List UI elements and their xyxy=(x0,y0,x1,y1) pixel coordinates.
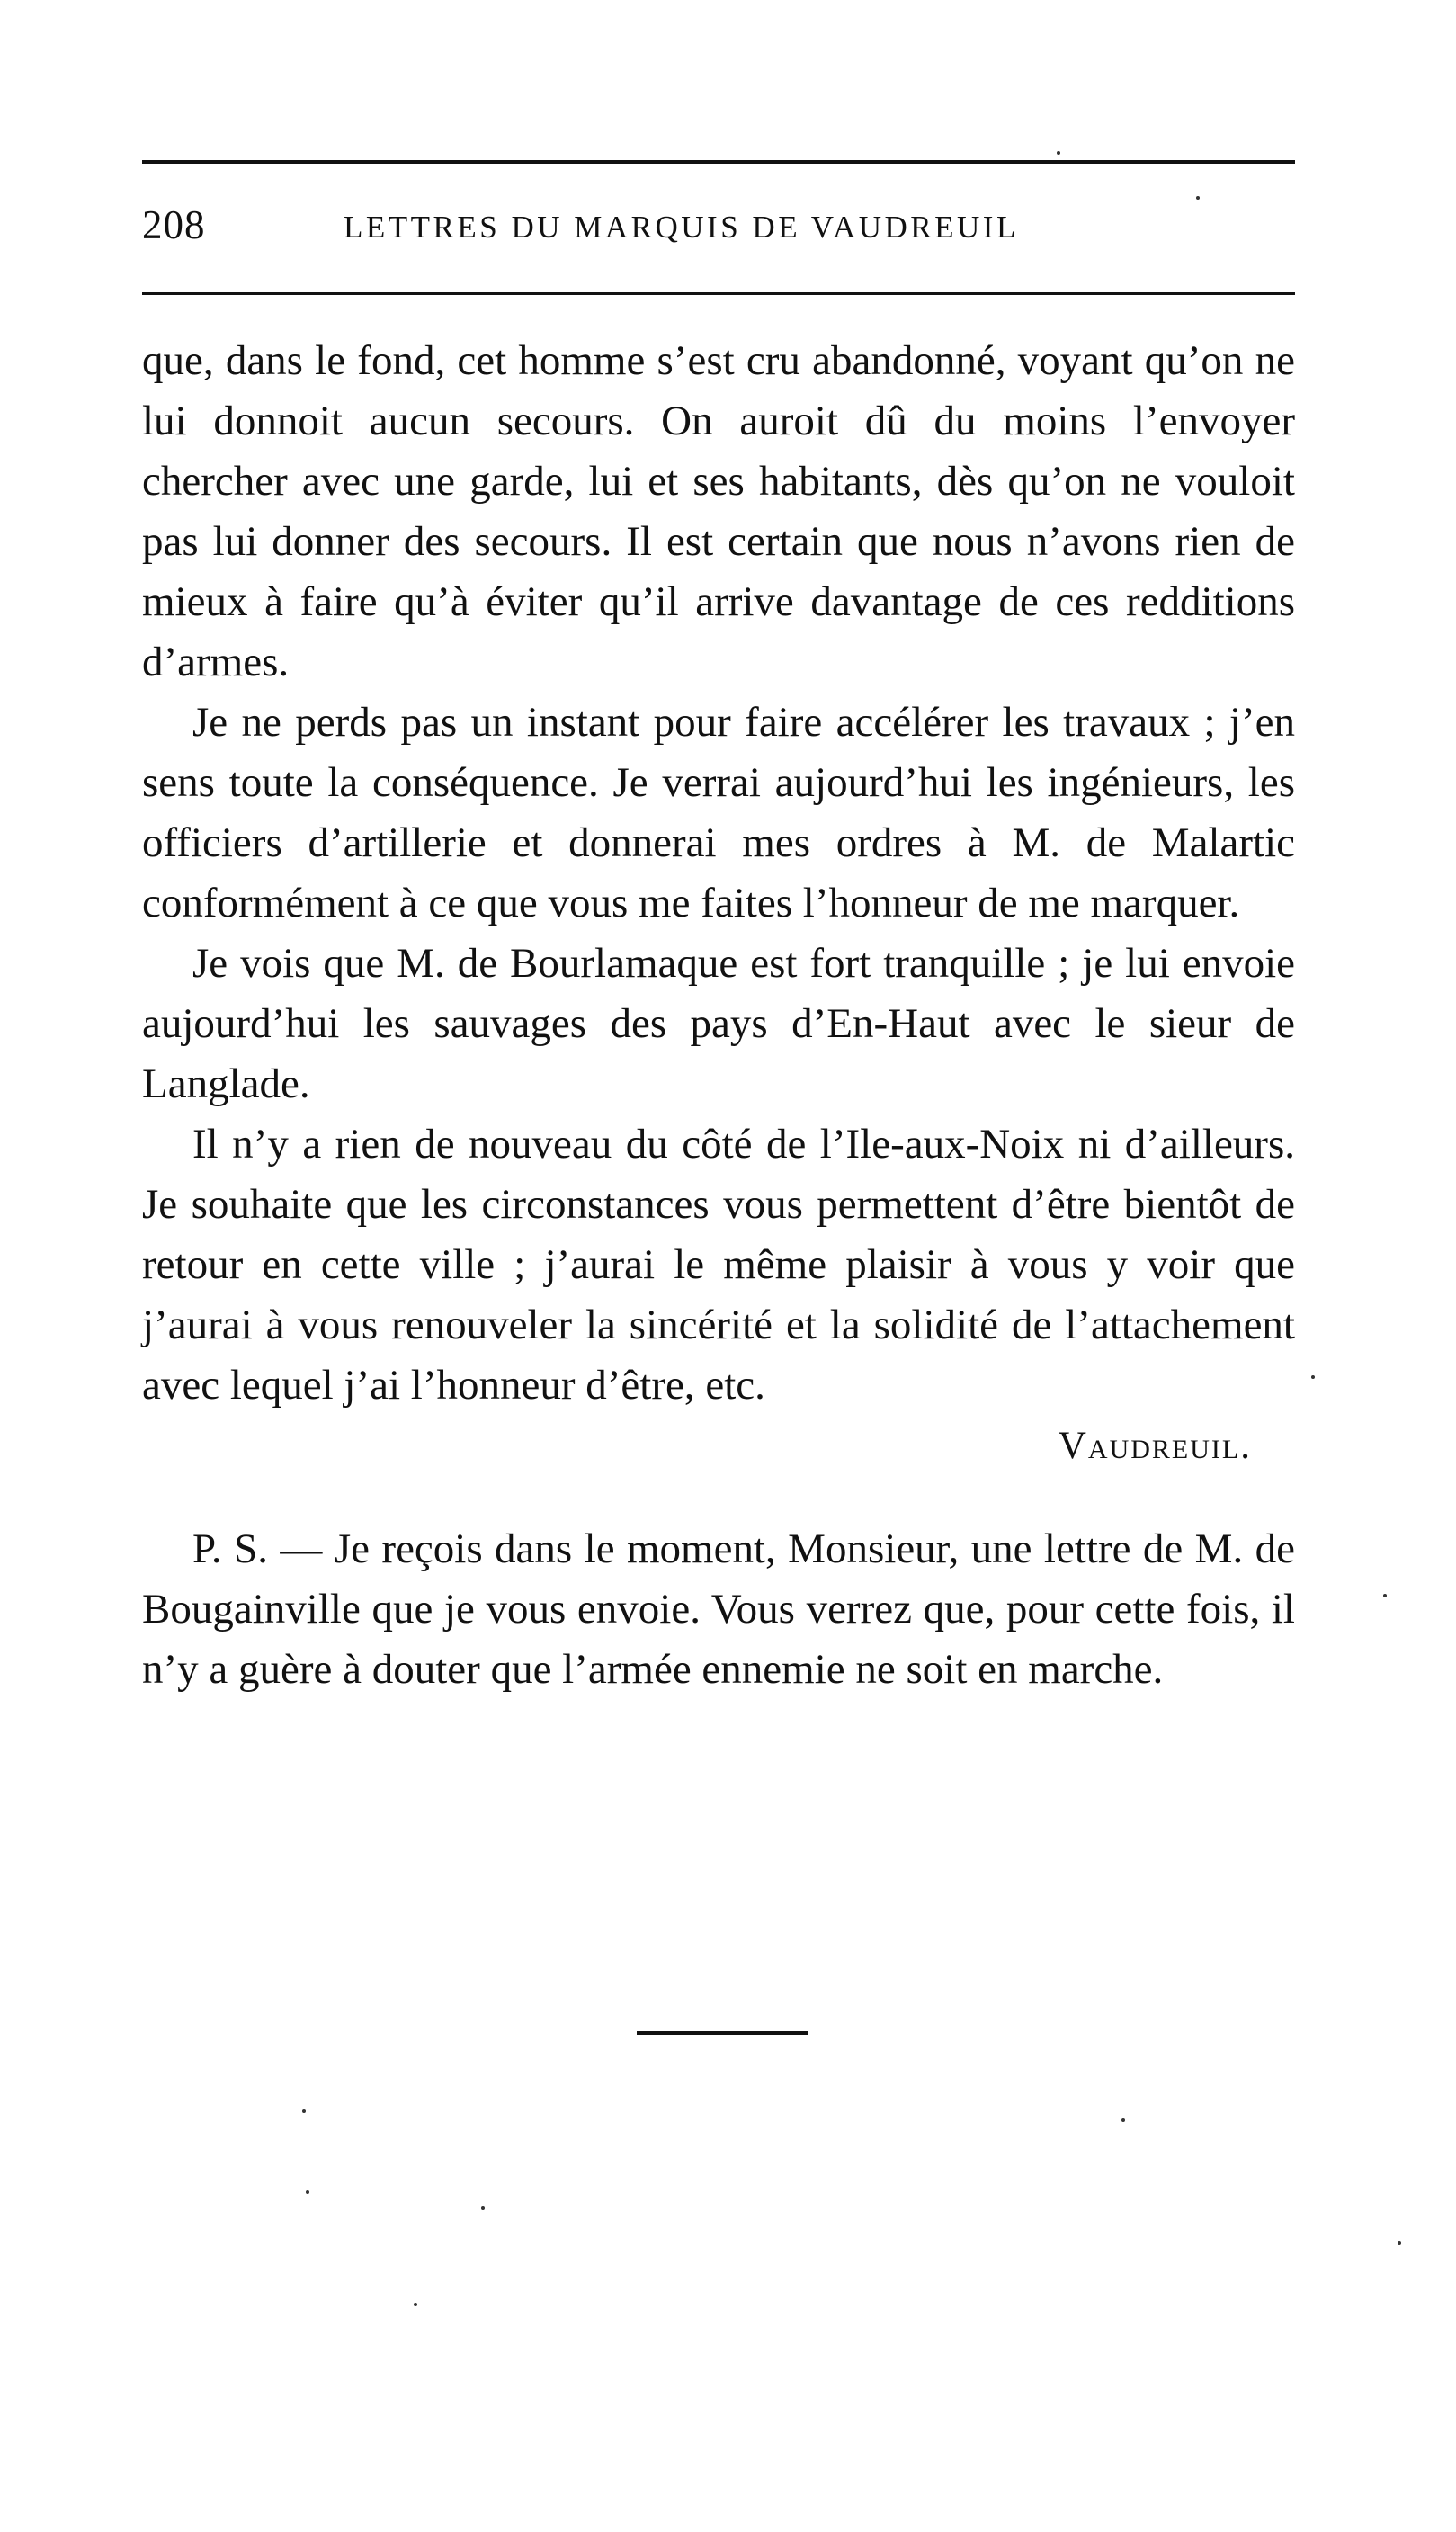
paragraph-continuation: que, dans le fond, cet homme s’est cru abandonné, voyant qu’on ne lui donnoit aucun secours. On auroit dû du moins l’envoyer chercher avec une garde, lui et ses habitants, dès qu’on ne vouloit pas lui donner des secours. Il est certain que nous n’avons rien de mieux à faire qu’à éviter qu’il arrive davantage de ces redditions d’armes. xyxy=(142,337,1295,685)
header-top-rule xyxy=(142,160,1295,164)
letter-body xyxy=(142,331,1295,1700)
paper-speck xyxy=(1311,1375,1315,1379)
end-rule xyxy=(637,2031,808,2035)
paper-speck xyxy=(1383,1594,1387,1597)
paragraph-closing: Il n’y a rien de nouveau du côté de l’Ile-aux-Noix ni d’ailleurs. Je souhaite que les circonstances vous permettent d’être bientôt de retour en cette ville ; j’aurai le même plaisir à vous y voir que j’aurai à vous renouveler la sincérité et la solidité de l’attachement avec lequel j’ai l’honneur d’être, etc. xyxy=(142,1121,1295,1409)
page-number: 208 xyxy=(142,202,206,247)
signature: Vaudreuil. xyxy=(1058,1425,1252,1467)
paper-speck xyxy=(306,2190,309,2194)
postscript: P. S. — Je reçois dans le moment, Monsieur, une lettre de M. de Bougainville que je vous envoie. Vous verrez que, pour cette fois, il n’y a guère à douter que l’armée ennemie ne soit en marche. xyxy=(142,1525,1295,1693)
paper-speck xyxy=(1121,2118,1125,2122)
paper-speck xyxy=(1196,196,1200,200)
header-bottom-rule xyxy=(142,292,1295,295)
paper-speck xyxy=(1398,2241,1401,2245)
paragraph-works: Je ne perds pas un instant pour faire accélérer les travaux ; j’en sens toute la conséquence. Je verrai aujourd’hui les ingénieurs, les officiers d’artillerie et donnerai mes ordres à M. de Malartic conformément à ce que vous me faites l’honneur de me marquer. xyxy=(142,699,1295,926)
paper-speck xyxy=(302,2109,306,2113)
paper-speck xyxy=(1057,151,1060,155)
paper-speck xyxy=(414,2303,417,2306)
running-header xyxy=(142,200,1295,263)
running-title: LETTRES DU MARQUIS DE VAUDREUIL xyxy=(344,210,1019,245)
paper-speck xyxy=(481,2206,485,2210)
paragraph-bourlamaque: Je vois que M. de Bourlamaque est fort tranquille ; je lui envoie aujourd’hui les sauvages des pays d’En-Haut avec le sieur de Langlade. xyxy=(142,940,1295,1107)
